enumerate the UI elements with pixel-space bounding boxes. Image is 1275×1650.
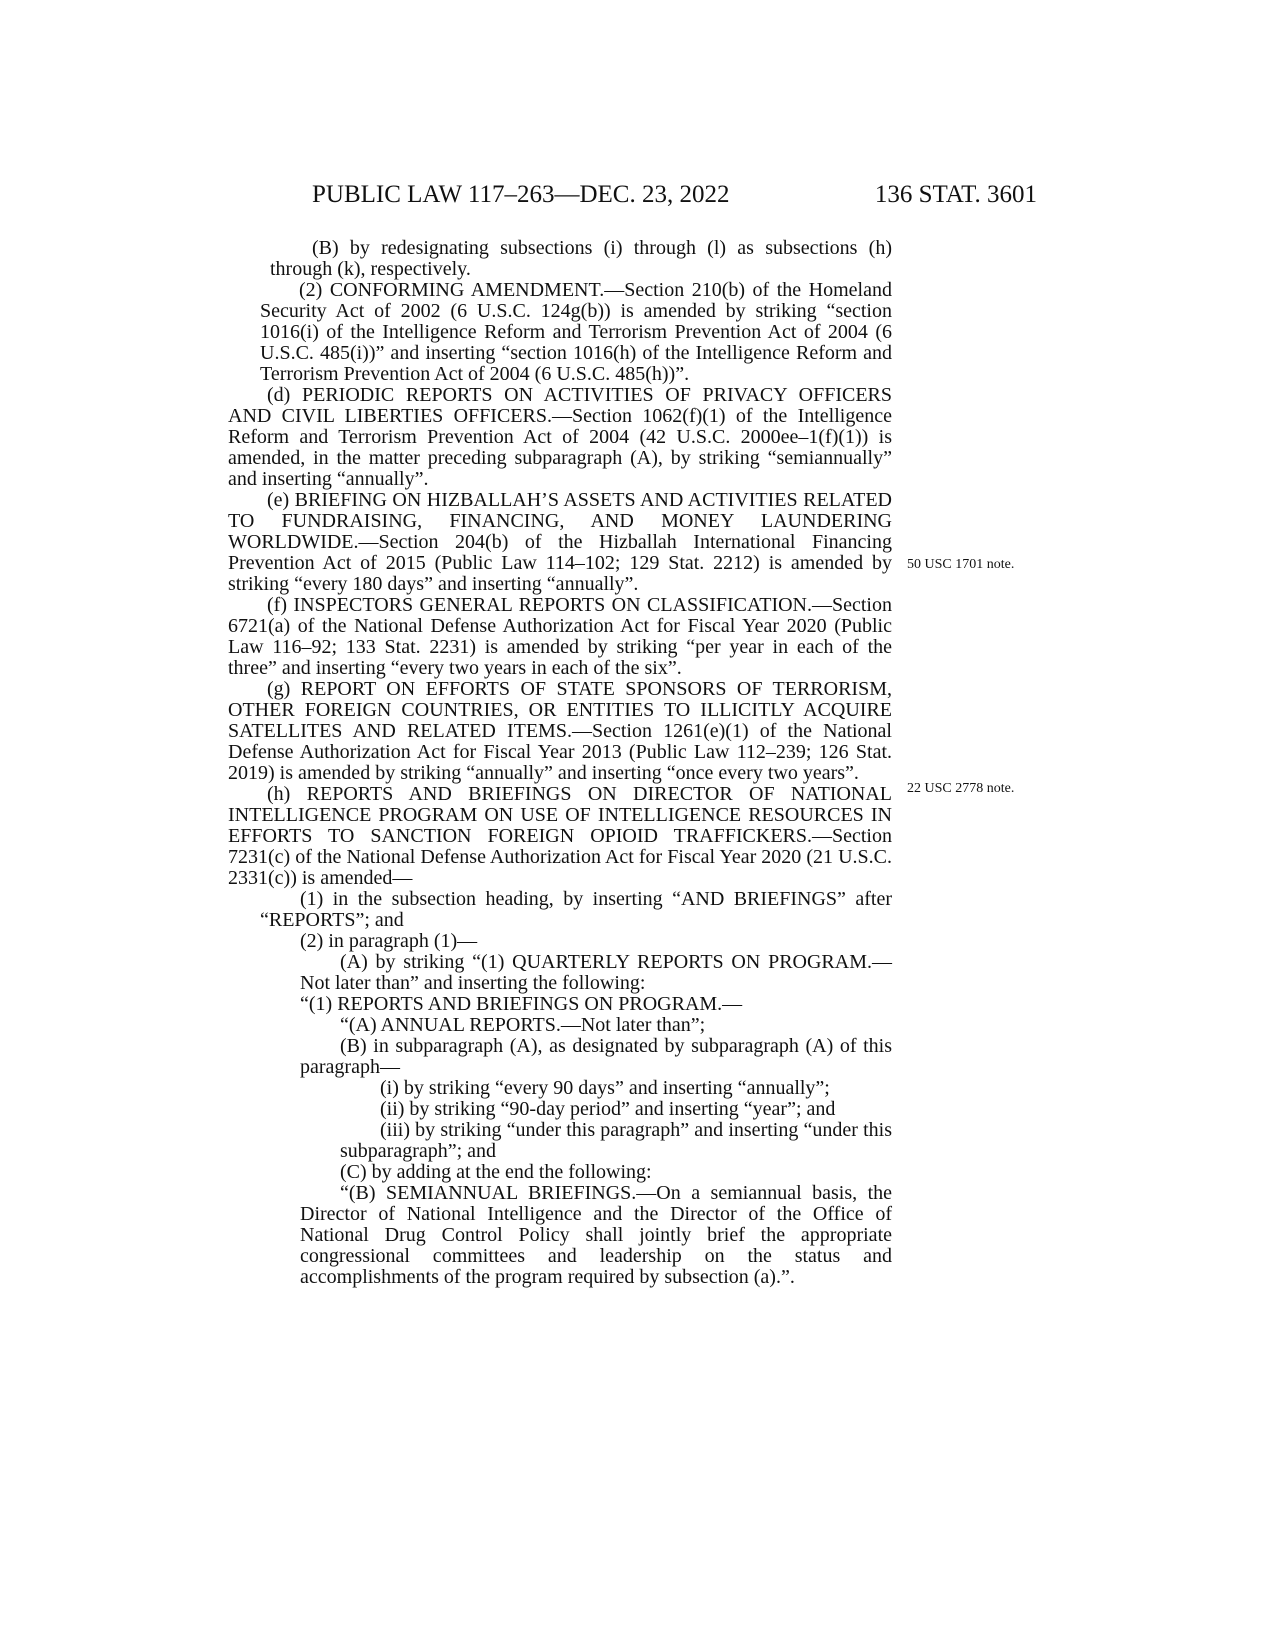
- statute-page-number: 136 STAT. 3601: [874, 181, 1037, 208]
- public-law-citation: PUBLIC LAW 117–263—DEC. 23, 2022: [312, 181, 730, 208]
- paragraph: (i) by striking “every 90 days” and inserting “annually”;: [380, 1077, 830, 1099]
- paragraph: “(B) SEMIANNUAL BRIEFINGS.—On a semiannual basis, the Director of National Intelligence and the Director of the Office of National Drug Control Policy shall jointly brief the appropriate congressional committees and leadership on the status and accomplishments of the program required by subsection (a).”.: [300, 1182, 892, 1288]
- paragraph: (e) BRIEFING ON HIZBALLAH’S ASSETS AND ACTIVITIES RELATED TO FUNDRAISING, FINANCING, AND MONEY LAUNDERING WORLDWIDE.—Section 204(b) of the Hizballah International Financing Prevention Act of 2015 (Public Law 114–102; 129 Stat. 2212) is amended by striking “every 180 days” and inserting “annually”.: [228, 489, 892, 595]
- paragraph: (C) by adding at the end the following:: [340, 1161, 652, 1183]
- paragraph: (iii) by striking “under this paragraph” and inserting “under this subparagraph”; and: [340, 1119, 892, 1162]
- paragraph: (2) in paragraph (1)—: [300, 930, 478, 952]
- paragraph: (2) CONFORMING AMENDMENT.—Section 210(b) of the Homeland Security Act of 2002 (6 U.S.C. 124g(b)) is amended by striking “section 1016(i) of the Intelligence Reform and Terrorism Prevention Act of 2004 (6 U.S.C. 485(i))” and inserting “section 1016(h) of the Intelligence Reform and Terrorism Prevention Act of 2004 (6 U.S.C. 485(h))”.: [260, 279, 892, 385]
- paragraph: “(A) ANNUAL REPORTS.—Not later than”;: [340, 1014, 706, 1036]
- page-header: [312, 181, 1037, 217]
- margin-note-citation: 50 USC 1701 note.: [907, 557, 1015, 572]
- paragraph: (h) REPORTS AND BRIEFINGS ON DIRECTOR OF NATIONAL INTELLIGENCE PROGRAM ON USE OF INTELLIGENCE RESOURCES IN EFFORTS TO SANCTION FOREIGN OPIOID TRAFFICKERS.—Section 7231(c) of the National Defense Authorization Act for Fiscal Year 2020 (21 U.S.C. 2331(c)) is amended—: [228, 783, 892, 889]
- paragraph: (1) in the subsection heading, by inserting “AND BRIEFINGS” after “REPORTS”; and: [260, 888, 892, 931]
- paragraph: “(1) REPORTS AND BRIEFINGS ON PROGRAM.—: [300, 993, 743, 1015]
- paragraph: (f) INSPECTORS GENERAL REPORTS ON CLASSIFICATION.—Section 6721(a) of the National Defense Authorization Act for Fiscal Year 2020 (Public Law 116–92; 133 Stat. 2231) is amended by striking “per year in each of the three” and inserting “every two years in each of the six”.: [228, 594, 892, 679]
- paragraph: (B) in subparagraph (A), as designated by subparagraph (A) of this paragraph—: [300, 1035, 892, 1078]
- paragraph: (B) by redesignating subsections (i) through (l) as subsections (h) through (k), respectively.: [270, 237, 892, 280]
- paragraph: (g) REPORT ON EFFORTS OF STATE SPONSORS OF TERRORISM, OTHER FOREIGN COUNTRIES, OR ENTITIES TO ILLICITLY ACQUIRE SATELLITES AND RELATED ITEMS.—Section 1261(e)(1) of the National Defense Authorization Act for Fiscal Year 2013 (Public Law 112–239; 126 Stat. 2019) is amended by striking “annually” and inserting “once every two years”.: [228, 678, 892, 784]
- paragraph: (d) PERIODIC REPORTS ON ACTIVITIES OF PRIVACY OFFICERS AND CIVIL LIBERTIES OFFICERS.—Section 1062(f)(1) of the Intelligence Reform and Terrorism Prevention Act of 2004 (42 U.S.C. 2000ee–1(f)(1)) is amended, in the matter preceding subparagraph (A), by striking “semiannually” and inserting “annually”.: [228, 384, 892, 490]
- law-text-body: [228, 238, 892, 1288]
- paragraph: (ii) by striking “90-day period” and inserting “year”; and: [380, 1098, 836, 1120]
- margin-note-citation: 22 USC 2778 note.: [907, 781, 1015, 796]
- paragraph: (A) by striking “(1) QUARTERLY REPORTS ON PROGRAM.—Not later than” and inserting the following:: [300, 951, 892, 994]
